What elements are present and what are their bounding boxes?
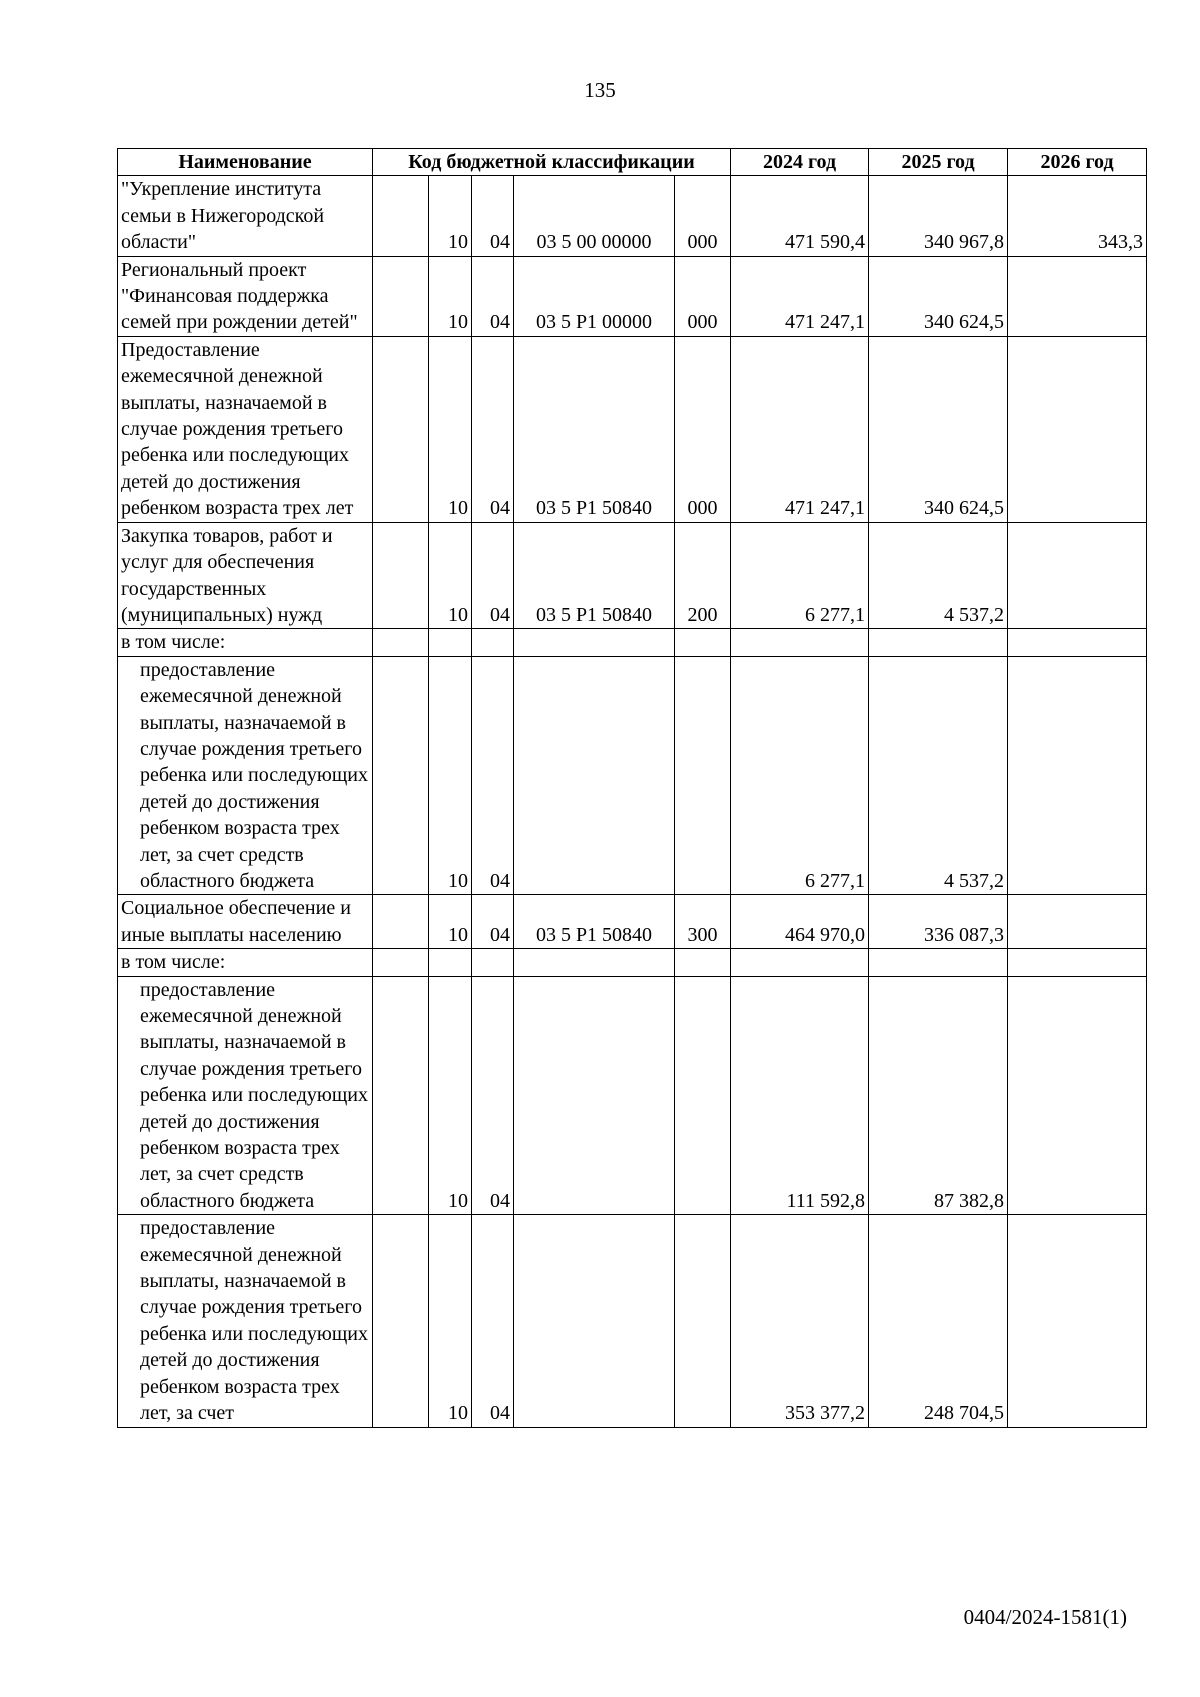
cell-expense-type xyxy=(675,656,731,895)
cell-target-article xyxy=(514,976,675,1215)
cell-expense-type: 000 xyxy=(675,176,731,256)
cell-code-1 xyxy=(373,176,429,256)
cell-expense-type: 200 xyxy=(675,522,731,629)
cell-amount-2026 xyxy=(1008,629,1147,656)
cell-expense-type xyxy=(675,1215,731,1427)
table-row xyxy=(118,256,1147,336)
cell-amount-2025 xyxy=(869,949,1008,976)
cell-name: Региональный проект "Финансовая поддержка семей при рождении детей" xyxy=(118,256,373,336)
cell-name: в том числе: xyxy=(118,949,373,976)
cell-target-article: 03 5 P1 00000 xyxy=(514,256,675,336)
cell-expense-type xyxy=(675,629,731,656)
header-row xyxy=(118,149,1147,176)
table-row xyxy=(118,949,1147,976)
cell-subsection: 04 xyxy=(472,256,514,336)
cell-section: 10 xyxy=(429,176,472,256)
cell-subsection: 04 xyxy=(472,656,514,895)
cell-code-1 xyxy=(373,1215,429,1427)
cell-subsection xyxy=(472,949,514,976)
cell-amount-2026 xyxy=(1008,256,1147,336)
cell-code-1 xyxy=(373,256,429,336)
cell-target-article xyxy=(514,1215,675,1427)
cell-expense-type xyxy=(675,976,731,1215)
cell-section xyxy=(429,949,472,976)
cell-amount-2024: 471 247,1 xyxy=(731,336,869,522)
cell-amount-2024: 471 247,1 xyxy=(731,256,869,336)
cell-amount-2025: 340 624,5 xyxy=(869,336,1008,522)
cell-target-article xyxy=(514,949,675,976)
cell-amount-2026 xyxy=(1008,336,1147,522)
table-row xyxy=(118,336,1147,522)
cell-section: 10 xyxy=(429,522,472,629)
cell-amount-2025: 4 537,2 xyxy=(869,522,1008,629)
cell-amount-2025: 340 967,8 xyxy=(869,176,1008,256)
table-row xyxy=(118,629,1147,656)
cell-amount-2025: 248 704,5 xyxy=(869,1215,1008,1427)
cell-section: 10 xyxy=(429,336,472,522)
cell-subsection: 04 xyxy=(472,336,514,522)
cell-code-1 xyxy=(373,336,429,522)
cell-amount-2025: 336 087,3 xyxy=(869,895,1008,949)
table-row xyxy=(118,656,1147,895)
cell-name: предоставление ежемесячной денежной выплаты, назначаемой в случае рождения третьего ребенка или последующих детей до достижения ребенком возраста трех лет, за счет средств областного бюджета xyxy=(118,976,373,1215)
cell-target-article xyxy=(514,629,675,656)
table-row xyxy=(118,976,1147,1215)
page-number: 135 xyxy=(584,78,616,102)
cell-amount-2026 xyxy=(1008,1215,1147,1427)
cell-name: Предоставление ежемесячной денежной выплаты, назначаемой в случае рождения третьего ребенка или последующих детей до достижения ребенком возраста трех лет xyxy=(118,336,373,522)
cell-target-article: 03 5 P1 50840 xyxy=(514,895,675,949)
cell-code-1 xyxy=(373,976,429,1215)
cell-name: предоставление ежемесячной денежной выплаты, назначаемой в случае рождения третьего ребенка или последующих детей до достижения ребенком возраста трех лет, за счет xyxy=(118,1215,373,1427)
cell-section: 10 xyxy=(429,656,472,895)
cell-amount-2024: 6 277,1 xyxy=(731,656,869,895)
cell-expense-type: 000 xyxy=(675,336,731,522)
header-name: Наименование xyxy=(118,149,373,176)
cell-subsection: 04 xyxy=(472,176,514,256)
cell-amount-2026 xyxy=(1008,976,1147,1215)
table-row xyxy=(118,522,1147,629)
header-2026: 2026 год xyxy=(1008,149,1147,176)
table-row xyxy=(118,176,1147,256)
cell-section: 10 xyxy=(429,976,472,1215)
cell-expense-type xyxy=(675,949,731,976)
cell-target-article: 03 5 00 00000 xyxy=(514,176,675,256)
cell-name: предоставление ежемесячной денежной выплаты, назначаемой в случае рождения третьего ребенка или последующих детей до достижения ребенком возраста трех лет, за счет средств областного бюджета xyxy=(118,656,373,895)
cell-amount-2024: 111 592,8 xyxy=(731,976,869,1215)
cell-amount-2026 xyxy=(1008,522,1147,629)
cell-target-article: 03 5 P1 50840 xyxy=(514,336,675,522)
cell-target-article: 03 5 P1 50840 xyxy=(514,522,675,629)
cell-amount-2024: 353 377,2 xyxy=(731,1215,869,1427)
header-2025: 2025 год xyxy=(869,149,1008,176)
cell-subsection: 04 xyxy=(472,976,514,1215)
cell-code-1 xyxy=(373,629,429,656)
cell-code-1 xyxy=(373,522,429,629)
cell-section: 10 xyxy=(429,256,472,336)
cell-subsection xyxy=(472,629,514,656)
cell-expense-type: 000 xyxy=(675,256,731,336)
cell-expense-type: 300 xyxy=(675,895,731,949)
cell-amount-2024: 6 277,1 xyxy=(731,522,869,629)
cell-section: 10 xyxy=(429,1215,472,1427)
cell-subsection: 04 xyxy=(472,1215,514,1427)
table-row xyxy=(118,1215,1147,1427)
cell-amount-2026 xyxy=(1008,895,1147,949)
cell-amount-2025: 340 624,5 xyxy=(869,256,1008,336)
cell-name: "Укрепление института семьи в Нижегородской области" xyxy=(118,176,373,256)
cell-amount-2024: 471 590,4 xyxy=(731,176,869,256)
cell-section: 10 xyxy=(429,895,472,949)
cell-amount-2024: 464 970,0 xyxy=(731,895,869,949)
cell-amount-2025 xyxy=(869,629,1008,656)
cell-amount-2026 xyxy=(1008,949,1147,976)
budget-table xyxy=(117,148,1147,1428)
cell-amount-2026 xyxy=(1008,656,1147,895)
cell-section xyxy=(429,629,472,656)
cell-name: в том числе: xyxy=(118,629,373,656)
cell-code-1 xyxy=(373,656,429,895)
cell-name: Закупка товаров, работ и услуг для обеспечения государственных (муниципальных) нужд xyxy=(118,522,373,629)
header-budget-code: Код бюджетной классификации xyxy=(373,149,731,176)
header-2024: 2024 год xyxy=(731,149,869,176)
cell-amount-2025: 4 537,2 xyxy=(869,656,1008,895)
cell-name: Социальное обеспечение и иные выплаты населению xyxy=(118,895,373,949)
cell-code-1 xyxy=(373,895,429,949)
cell-target-article xyxy=(514,656,675,895)
cell-subsection: 04 xyxy=(472,522,514,629)
table-row xyxy=(118,895,1147,949)
cell-amount-2025: 87 382,8 xyxy=(869,976,1008,1215)
document-code: 0404/2024-1581(1) xyxy=(963,1605,1127,1629)
cell-code-1 xyxy=(373,949,429,976)
table-body xyxy=(118,176,1147,1427)
cell-amount-2026: 343,3 xyxy=(1008,176,1147,256)
cell-amount-2024 xyxy=(731,629,869,656)
cell-subsection: 04 xyxy=(472,895,514,949)
cell-amount-2024 xyxy=(731,949,869,976)
